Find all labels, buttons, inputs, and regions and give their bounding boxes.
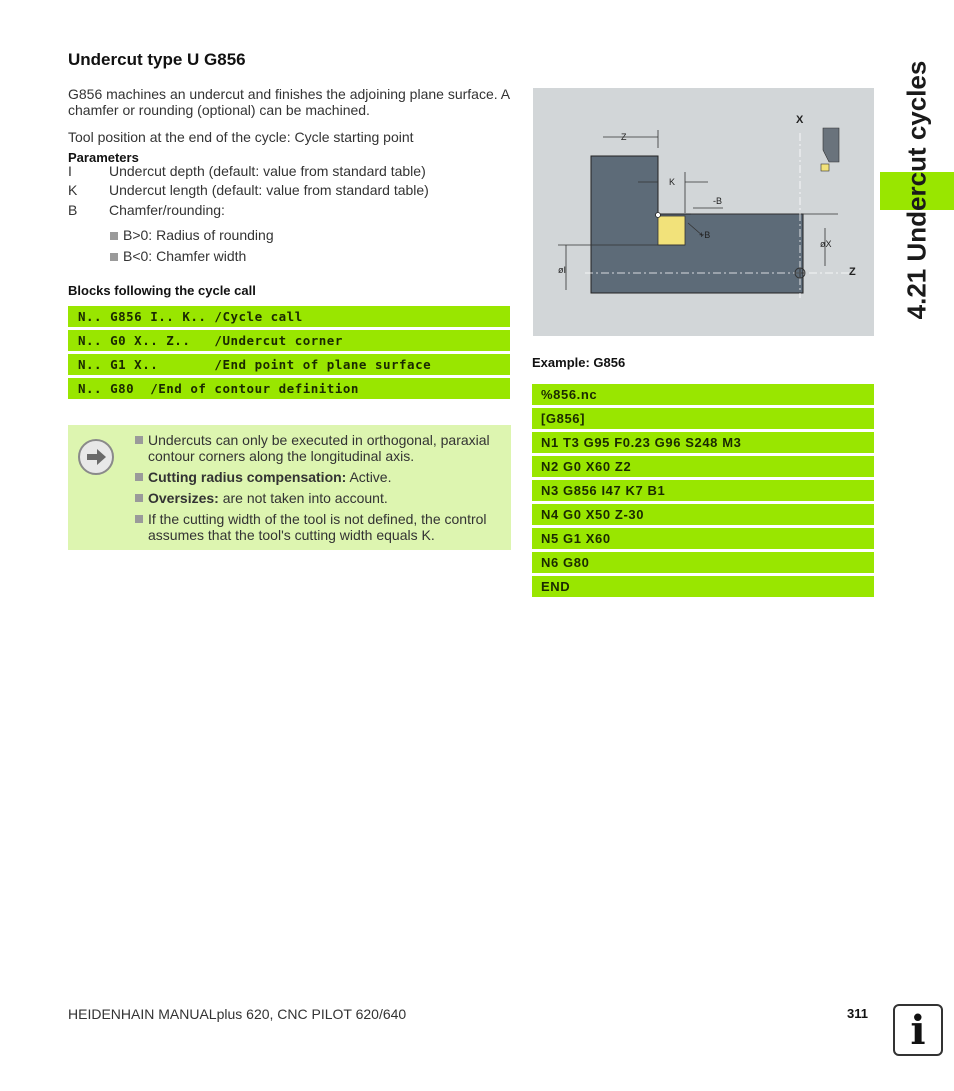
param-key: K bbox=[68, 182, 78, 198]
block-row: N.. G1 X.. /End point of plane surface bbox=[68, 354, 510, 375]
parameters-heading: Parameters bbox=[68, 150, 139, 165]
bullet-square-icon bbox=[135, 436, 143, 444]
code-line: N4 G0 X50 Z-30 bbox=[532, 504, 874, 525]
example-heading: Example: G856 bbox=[532, 355, 626, 370]
dim-label-z: Z bbox=[621, 132, 627, 142]
chapter-title bbox=[880, 50, 954, 330]
blocks-heading: Blocks following the cycle call bbox=[68, 283, 256, 298]
note-item bbox=[135, 469, 505, 485]
param-row-b bbox=[68, 202, 225, 218]
note-item bbox=[135, 511, 505, 543]
note-bold: Oversizes: bbox=[148, 490, 219, 506]
info-glyph: i bbox=[910, 1007, 926, 1054]
param-desc: Undercut length (default: value from standard table) bbox=[109, 182, 429, 198]
param-desc: Chamfer/rounding: bbox=[109, 202, 225, 218]
param-key: I bbox=[68, 163, 72, 179]
bullet-square-icon bbox=[135, 515, 143, 523]
bullet-square-icon bbox=[110, 232, 118, 240]
param-row-k bbox=[68, 182, 429, 198]
bullet-square-icon bbox=[110, 253, 118, 261]
axis-label-x: X bbox=[796, 114, 804, 126]
code-line: N1 T3 G95 F0.23 G96 S248 M3 bbox=[532, 432, 874, 453]
dim-label-k: K bbox=[669, 177, 676, 187]
tool-position-text: Tool position at the end of the cycle: Cycle starting point bbox=[68, 129, 414, 145]
undercut-region bbox=[658, 216, 685, 245]
undercut-diagram bbox=[533, 88, 874, 336]
block-row: N.. G0 X.. Z.. /Undercut corner bbox=[68, 330, 510, 351]
code-line: END bbox=[532, 576, 874, 597]
note-text: are not taken into account. bbox=[218, 490, 388, 506]
tool-insert bbox=[821, 164, 829, 171]
note-item bbox=[135, 432, 505, 464]
note-text: If the cutting width of the tool is not defined, the control assumes that the tool's cutting width equals K. bbox=[148, 511, 487, 543]
section-title: Undercut type U G856 bbox=[68, 50, 246, 69]
arrow-right-icon bbox=[78, 439, 114, 475]
b-option-chamfer bbox=[110, 248, 246, 264]
code-line: N2 G0 X60 Z2 bbox=[532, 456, 874, 477]
note-bold: Cutting radius compensation: bbox=[148, 469, 347, 485]
dim-label-diameter-i: øI bbox=[558, 265, 566, 275]
b-option-text: B>0: Radius of rounding bbox=[123, 227, 274, 243]
note-text: Undercuts can only be executed in orthogonal, paraxial contour corners along the longitudinal axis. bbox=[148, 432, 490, 464]
dim-label-diameter-x: øX bbox=[820, 239, 832, 249]
code-line: [G856] bbox=[532, 408, 874, 429]
info-icon bbox=[893, 1004, 943, 1056]
workpiece-shape bbox=[591, 156, 803, 293]
note-text: Active. bbox=[346, 469, 392, 485]
b-option-rounding bbox=[110, 227, 274, 243]
page-number: 311 bbox=[847, 1006, 868, 1021]
code-line: N6 G80 bbox=[532, 552, 874, 573]
code-line: N3 G856 I47 K7 B1 bbox=[532, 480, 874, 501]
bullet-square-icon bbox=[135, 494, 143, 502]
tool-shape bbox=[823, 128, 839, 162]
axis-label-z: Z bbox=[849, 266, 856, 278]
dim-label-minus-b: -B bbox=[713, 196, 722, 206]
chapter-title-text: 4.21 Undercut cycles bbox=[901, 60, 932, 320]
b-option-text: B<0: Chamfer width bbox=[123, 248, 247, 264]
bullet-square-icon bbox=[135, 473, 143, 481]
intro-text: G856 machines an undercut and finishes the adjoining plane surface. A chamfer or rounding (optional) can be machined. bbox=[68, 86, 510, 118]
block-row: N.. G80 /End of contour definition bbox=[68, 378, 510, 399]
dim-label-plus-b: +B bbox=[699, 230, 711, 240]
block-row: N.. G856 I.. K.. /Cycle call bbox=[68, 306, 510, 327]
start-point-marker bbox=[656, 213, 661, 218]
note-item bbox=[135, 490, 505, 506]
note-list bbox=[135, 432, 505, 548]
code-line: N5 G1 X60 bbox=[532, 528, 874, 549]
note-box bbox=[68, 425, 511, 550]
param-key: B bbox=[68, 202, 78, 218]
footer-text: HEIDENHAIN MANUALplus 620, CNC PILOT 620/640 bbox=[68, 1006, 407, 1022]
code-line: %856.nc bbox=[532, 384, 874, 405]
param-row-i bbox=[68, 163, 426, 179]
param-desc: Undercut depth (default: value from standard table) bbox=[109, 163, 426, 179]
